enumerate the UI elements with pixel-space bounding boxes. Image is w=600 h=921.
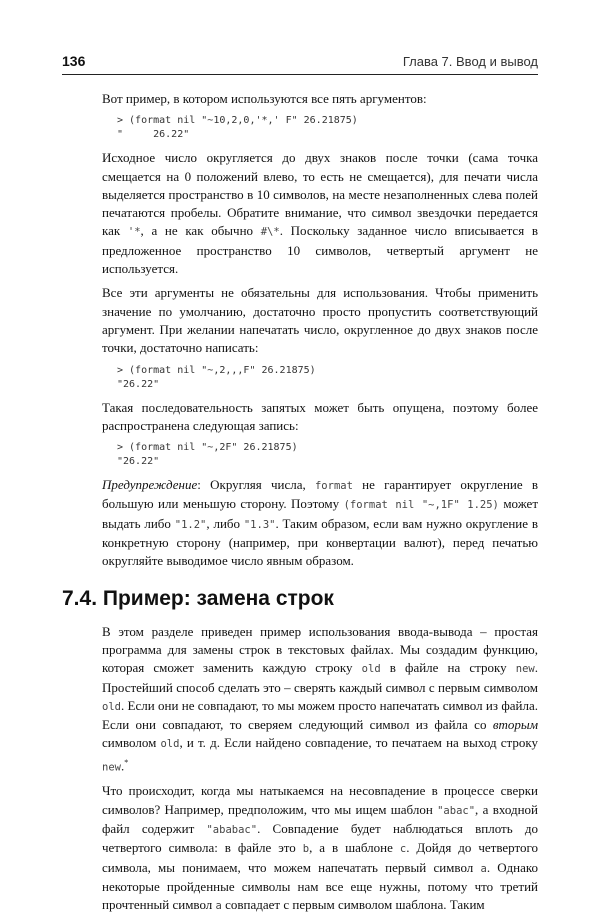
text-run: , а не как обычно: [140, 223, 261, 239]
code-line: "26.22": [117, 378, 160, 390]
code-line: " 26.22": [117, 129, 190, 141]
italic-word: вторым: [492, 717, 538, 733]
top-text-block: [102, 90, 538, 108]
paragraph-replace: [102, 623, 538, 777]
paragraph-rounding: [102, 149, 538, 278]
inline-code: "ababac": [206, 823, 258, 836]
inline-code: "1.2": [174, 518, 207, 531]
inline-code: old: [160, 738, 180, 751]
text-run: . Однако некоторые пройденные символы нам все еще нужны, потому что третий прочтенный символ: [102, 859, 538, 913]
text-run: Что происходит, когда мы натыкаемся на несовпадение в процессе сверки символов? Например, предположим, что мы ищем шаблон: [102, 783, 538, 817]
text-run: .: [120, 758, 125, 774]
code-example-3: [117, 441, 538, 469]
inline-code: a: [480, 862, 487, 875]
page-number: 136: [62, 53, 86, 69]
text-run: , либо: [206, 515, 244, 531]
text-run: . Простейший способ сделать это – сверять каждый символ с первым символом: [102, 660, 538, 695]
warning-label: Предупреждение: [102, 477, 198, 493]
paragraph-warning: [102, 476, 538, 570]
text-run: не гарантирует округление в большую или меньшую сторону. Поэтому: [102, 477, 538, 512]
inline-code: new: [102, 761, 121, 774]
code-line: "26.22": [117, 456, 160, 468]
code-line: > (format nil "~,2,,,F" 26.21875): [117, 364, 316, 376]
text-run: Исходное число округляется до двух знаков после точки (сама точка смещается на 0 положений влево, то есть не смещается), для печати числа выделяется пространство в 10 символов, на месте незаполненных слева полей печатаются пробелы. Обратите внимание, что символ звездочки передается как: [102, 150, 538, 239]
chapter-title: Глава 7. Ввод и вывод: [402, 54, 538, 69]
code-line: > (format nil "~10,2,0,'*,' F" 26.21875): [117, 115, 358, 127]
text-run: . Если они не совпадают, то мы можем просто напечатать символ из файла. Если они совпадают, то сверяем следующий символ из файла со: [102, 697, 538, 733]
section-heading: 7.4. Пример: замена строк: [62, 586, 334, 610]
footnote-marker: *: [124, 757, 129, 767]
text-run: может выдать либо: [102, 496, 538, 531]
code-example-1: [117, 114, 538, 142]
text-block-3: [102, 399, 538, 436]
page-body: [62, 90, 538, 921]
text-run: . Совпадение будет наблюдаться вплоть до четвертого символа: в файле это: [102, 820, 538, 856]
text-run: совпадает с первым символом шаблона. Таким: [221, 897, 485, 913]
inline-code: format: [314, 480, 353, 493]
text-block-4: [102, 476, 538, 570]
paragraph-commas: Такая последовательность запятых может быть опущена, поэтому более распространена следующая запись:: [102, 399, 538, 433]
inline-code: c: [399, 843, 407, 856]
inline-code: '*: [127, 226, 141, 239]
text-run: , а в шаблоне: [309, 840, 400, 856]
paragraph-defaults: Все эти аргументы не обязательны для использования. Чтобы применить значение по умолчанию, достаточно просто пропустить соответствующий аргумент. При желании напечатать число, округленное до двух знаков после точки, достаточно написать:: [102, 285, 538, 356]
text-run: в файле на строку: [380, 660, 516, 676]
text-run: . Таким образом, если вам нужно округление в конкретную сторону (например, при конвертации валют), перед печатью округляйте выводимое число явным образом.: [102, 515, 539, 569]
text-run: . Поскольку заданное число вписывается в предложенное пространство 10 символов, четвертый аргумент не используется.: [102, 223, 538, 277]
inline-code: b: [302, 843, 310, 856]
text-run: , а входной файл содержит: [102, 801, 538, 836]
inline-code: "1.3": [243, 518, 276, 531]
text-block-2: [102, 149, 538, 357]
text-run: В этом разделе приведен пример использования ввода-вывода – простая программа для замены строк в текстовых файлах. Мы создадим функцию, которая сможет заменить каждую строку: [102, 623, 538, 676]
paragraph-intro: Вот пример, в котором используются все пять аргументов:: [102, 91, 427, 106]
text-run: : Округляя числа,: [197, 477, 315, 493]
code-line: > (format nil "~,2F" 26.21875): [117, 442, 298, 454]
inline-code: "abac": [437, 804, 476, 817]
inline-code: (format nil "~,1F" 1.25): [343, 499, 499, 512]
inline-code: #\*: [260, 226, 280, 239]
running-header: [62, 52, 538, 75]
inline-code: a: [215, 900, 222, 913]
text-block-5: [102, 623, 538, 916]
text-run: , и т. д. Если найдено совпадение, то печатаем на выход строку: [179, 735, 538, 751]
inline-code: old: [102, 700, 121, 713]
inline-code: old: [361, 663, 381, 676]
paragraph-mismatch: [102, 782, 538, 915]
text-run: символом: [102, 735, 161, 751]
code-example-2: [117, 364, 538, 392]
text-run: . Дойдя до четвертого символа, мы понимаем, что можем напечатать первый символ: [102, 840, 538, 875]
inline-code: new: [515, 663, 535, 676]
